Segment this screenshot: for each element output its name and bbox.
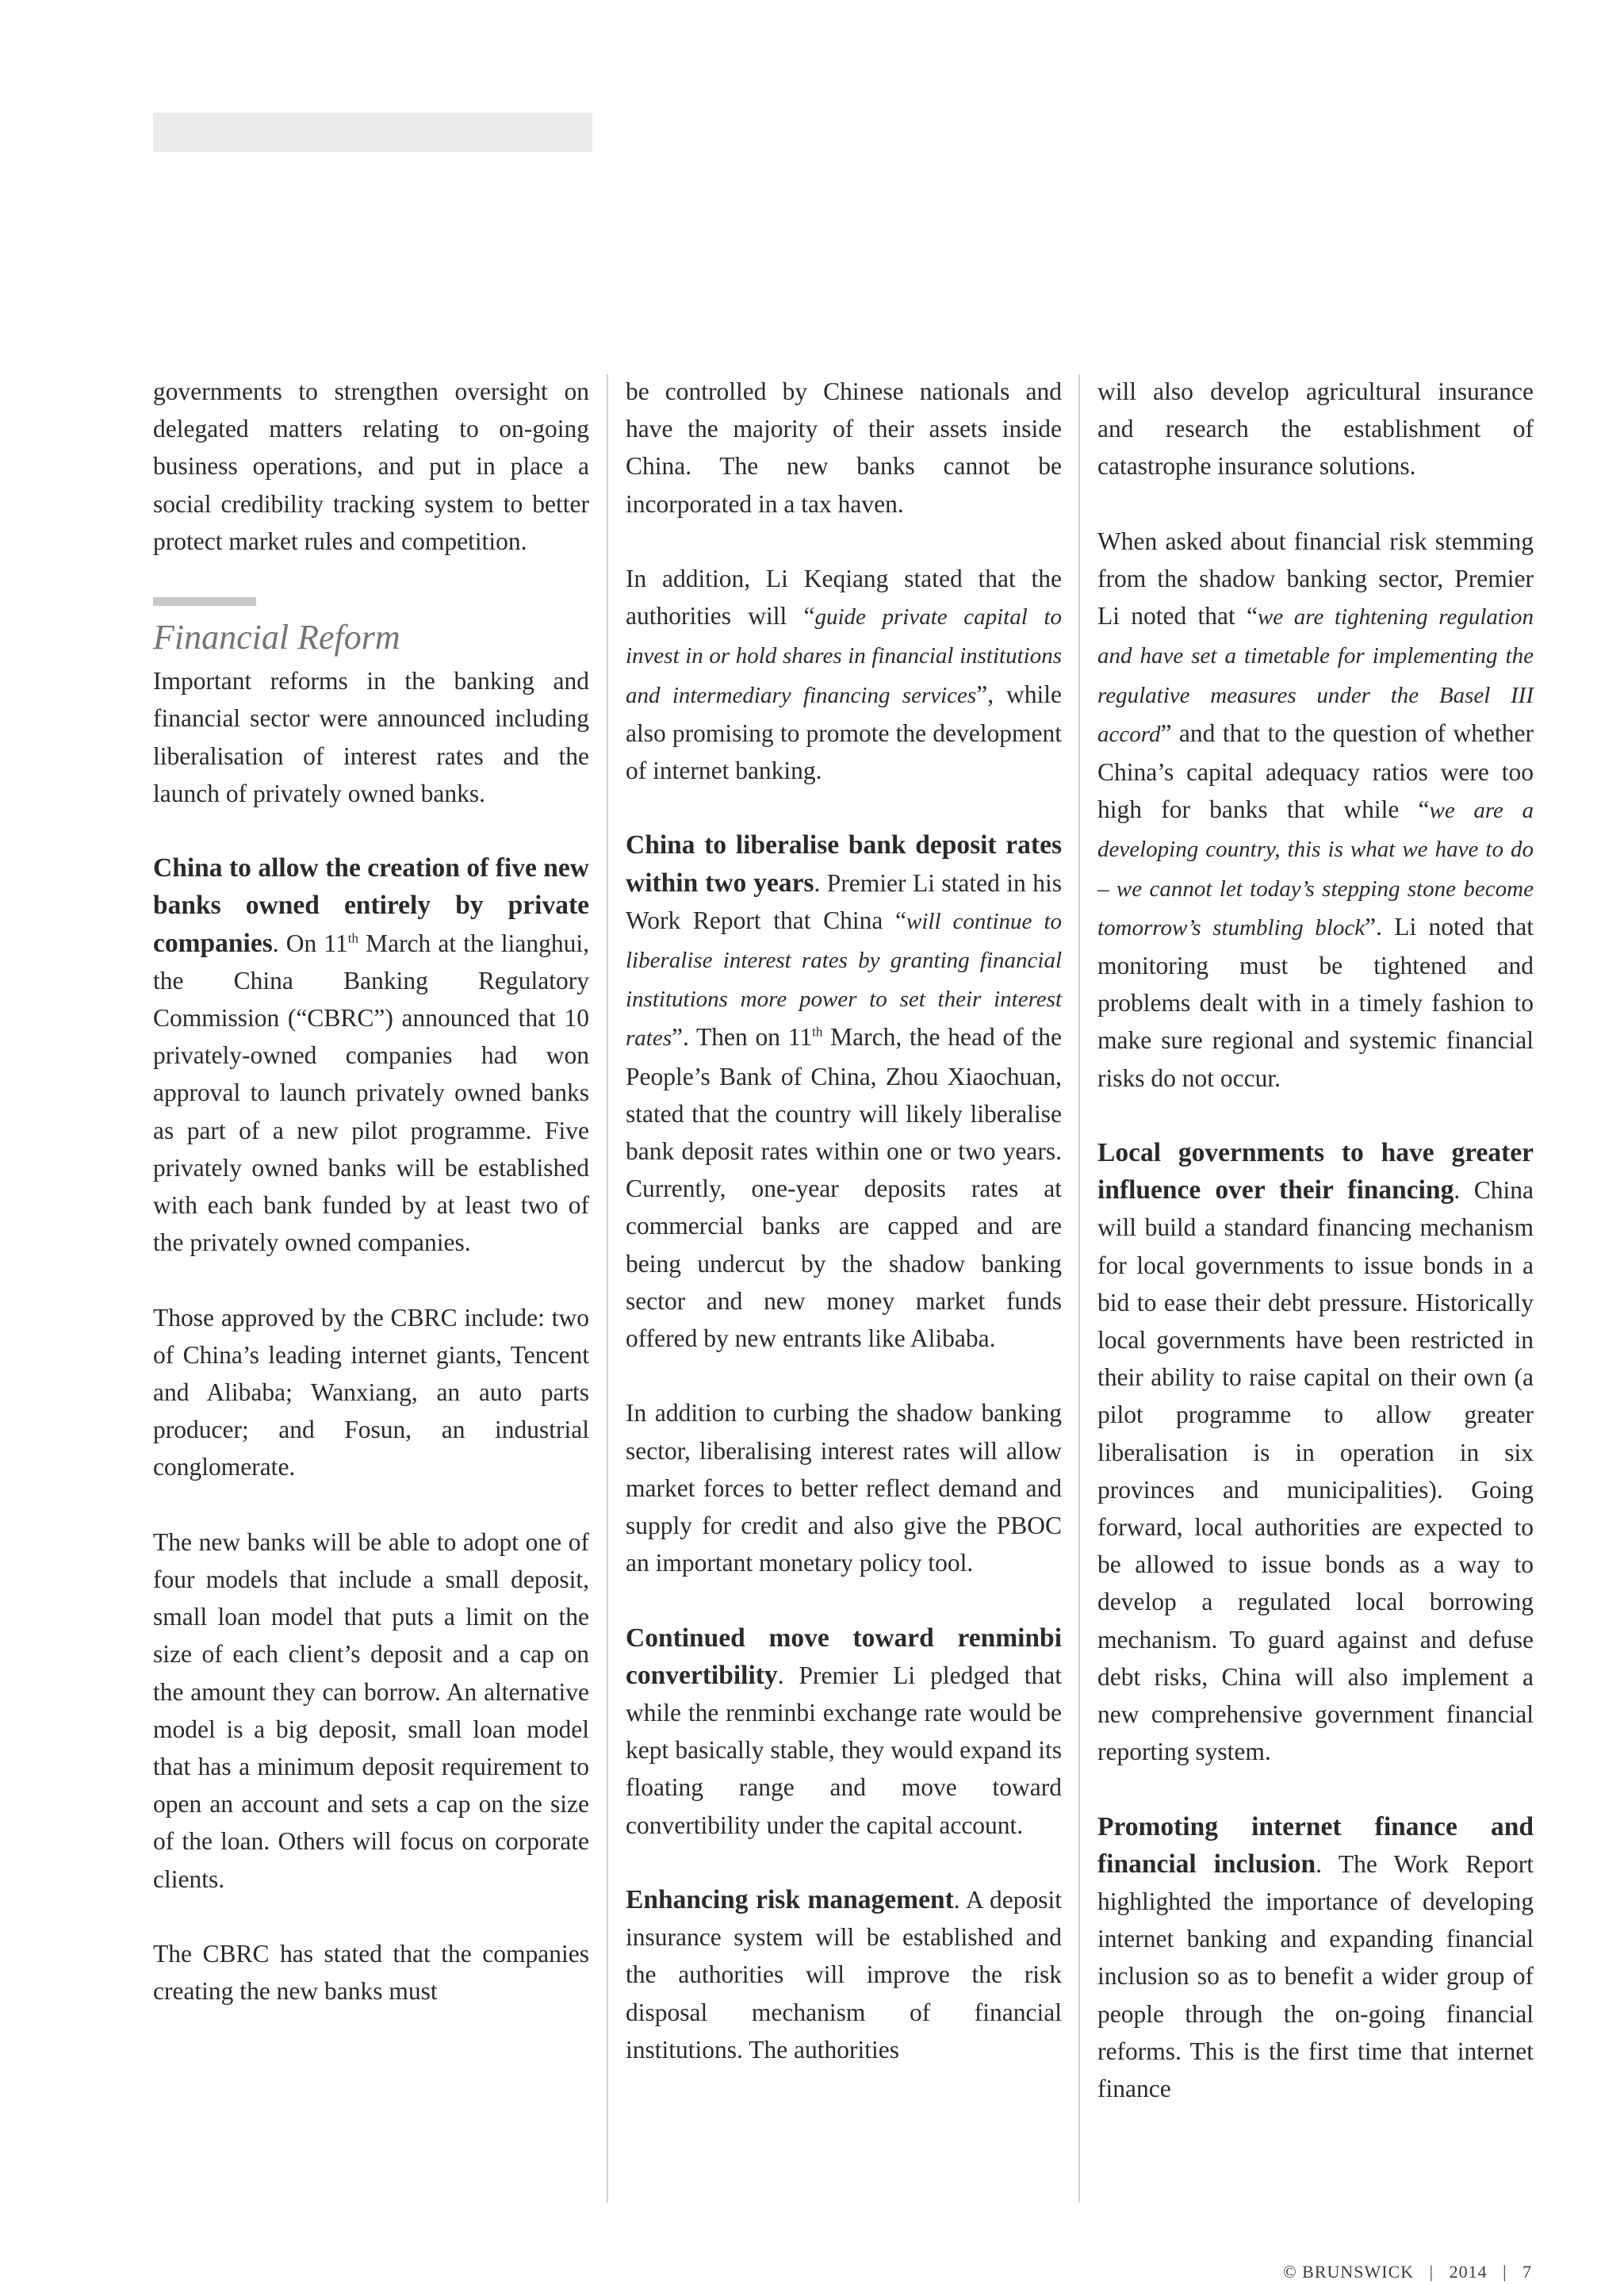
heading-risk-management: Enhancing risk management xyxy=(626,1885,954,1915)
column-3 xyxy=(1097,373,1534,2107)
heading-local-governments: Local governments to have greater influence over their financing xyxy=(1097,1138,1534,1205)
heading-deposit-rates: China to liberalise bank deposit rates within two years xyxy=(626,830,1062,898)
col3-paragraph-4: Promoting internet finance and financial inclusion. The Work Report highlighted the importance of developing internet banking and expanding financial inclusion so as to benefit a wider group of people through the on-going financial reforms. This is the first time that internet finance xyxy=(1097,1811,1534,2103)
col1-paragraph-3: China to allow the creation of five new banks owned entirely by private companies. On 11th March at the lianghui, the China Banking Regulatory Commission (“CBRC”) announced that 10 privately-owned companies had won approval to launch privately owned banks as part of a new pilot programme. Five privately owned banks will be established with each bank funded by at least two of the privately owned companies. xyxy=(153,853,589,1257)
col2-paragraph-6: Enhancing risk management. A deposit insurance system will be established and the authorities will improve the risk disposal mechanism of financial institutions. The authorities xyxy=(626,1885,1062,2064)
col2-paragraph-3: China to liberalise bank deposit rates within two years. Premier Li stated in his Work Report that China “will continue to liberalise interest rates by granting financial institutions more power to set their interest rates”. Then on 11th March, the head of the People’s Bank of China, Zhou Xiaochuan, stated that the country will likely liberalise bank deposit rates within one or two years. Currently, one-year deposits rates at commercial banks are capped and are being undercut by the shadow banking sector and new money market funds offered by new entrants like Alibaba. xyxy=(626,830,1063,1353)
heading-renminbi: Continued move toward renminbi convertibility xyxy=(626,1623,1062,1690)
column-divider-1 xyxy=(607,374,608,2202)
column-divider-2 xyxy=(1078,374,1080,2202)
col2-paragraph-1: be controlled by Chinese nationals and have the majority of their assets inside China. The new banks cannot be incorporated in a tax haven. xyxy=(626,377,1062,518)
section-title: Financial Reform xyxy=(153,618,400,657)
column-2 xyxy=(626,373,1062,2068)
col2-paragraph-4: In addition to curbing the shadow banking sector, liberalising interest rates will allow market forces to better reflect demand and supply for credit and also give the PBOC an important monetary policy tool. xyxy=(626,1399,1062,1577)
col1-paragraph-2: Important reforms in the banking and financial sector were announced including liberalisation of interest rates and the launch of privately owned banks. xyxy=(153,667,589,807)
heading-internet-finance: Promoting internet finance and financial inclusion xyxy=(1097,1811,1534,1879)
heading-private-banks: China to allow the creation of five new banks owned entirely by private companies xyxy=(153,853,589,958)
col1-paragraph-4: Those approved by the CBRC include: two of China’s leading internet giants, Tencent and Alibaba; Wanxiang, an auto parts producer; and Fosun, an industrial conglomerate. xyxy=(153,1303,589,1481)
header-placeholder-bar xyxy=(153,113,592,152)
col3-paragraph-2: When asked about financial risk stemming from the shadow banking sector, Premier Li noted that “we are tightening regulation and have set a timetable for implementing the regulative measures under the Basel III accord” and that to the question of whether China’s capital adequacy ratios were too high for banks that while “we are a developing country, this is what we have to do – we cannot let today’s stepping stone become tomorrow’s stumbling block”. Li noted that monitoring must be tightened and problems dealt with in a timely fashion to make sure regional and systemic financial risks do not occur. xyxy=(1097,527,1534,1092)
col3-paragraph-3: Local governments to have greater influence over their financing. China will build a standard financing mechanism for local governments to issue bonds in a bid to ease their debt pressure. Historically local governments have been restricted in their ability to raise capital on their own (a pilot programme to allow greater liberalisation is in operation in six provinces and municipalities). Going forward, local authorities are expected to be allowed to issue bonds as a way to develop a regulated local borrowing mechanism. To guard against and defuse debt risks, China will also implement a new comprehensive government financial reporting system. xyxy=(1097,1138,1534,1766)
section-divider xyxy=(153,597,256,606)
col1-paragraph-1: governments to strengthen oversight on delegated matters relating to on-going business operations, and put in place a social credibility tracking system to better protect market rules and competition. xyxy=(153,377,589,555)
col1-paragraph-6: The CBRC has stated that the companies creating the new banks must xyxy=(153,1940,589,2006)
column-1 xyxy=(153,373,589,2010)
col3-paragraph-1: will also develop agricultural insurance and research the establishment of catastrophe insurance solutions. xyxy=(1097,377,1534,481)
col2-paragraph-5: Continued move toward renminbi convertibility. Premier Li pledged that while the renminbi exchange rate would be kept basically stable, they would expand its floating range and move toward convertibility under the capital account. xyxy=(626,1623,1062,1839)
col2-paragraph-2: In addition, Li Keqiang stated that the authorities will “guide private capital to invest in or hold shares in financial institutions and intermediary financing services”, while also promising to promote the development of internet banking. xyxy=(626,565,1063,785)
page-footer: © BRUNSWICK | 2014 | 7 xyxy=(1282,2262,1532,2282)
col1-paragraph-5: The new banks will be able to adopt one of four models that include a small deposit, small loan model that puts a limit on the size of each client’s deposit and a cap on the amount they can borrow. An alternative model is a big deposit, small loan model that has a minimum deposit requirement to open an account and sets a cap on the size of the loan. Others will focus on corporate clients. xyxy=(153,1527,589,1893)
